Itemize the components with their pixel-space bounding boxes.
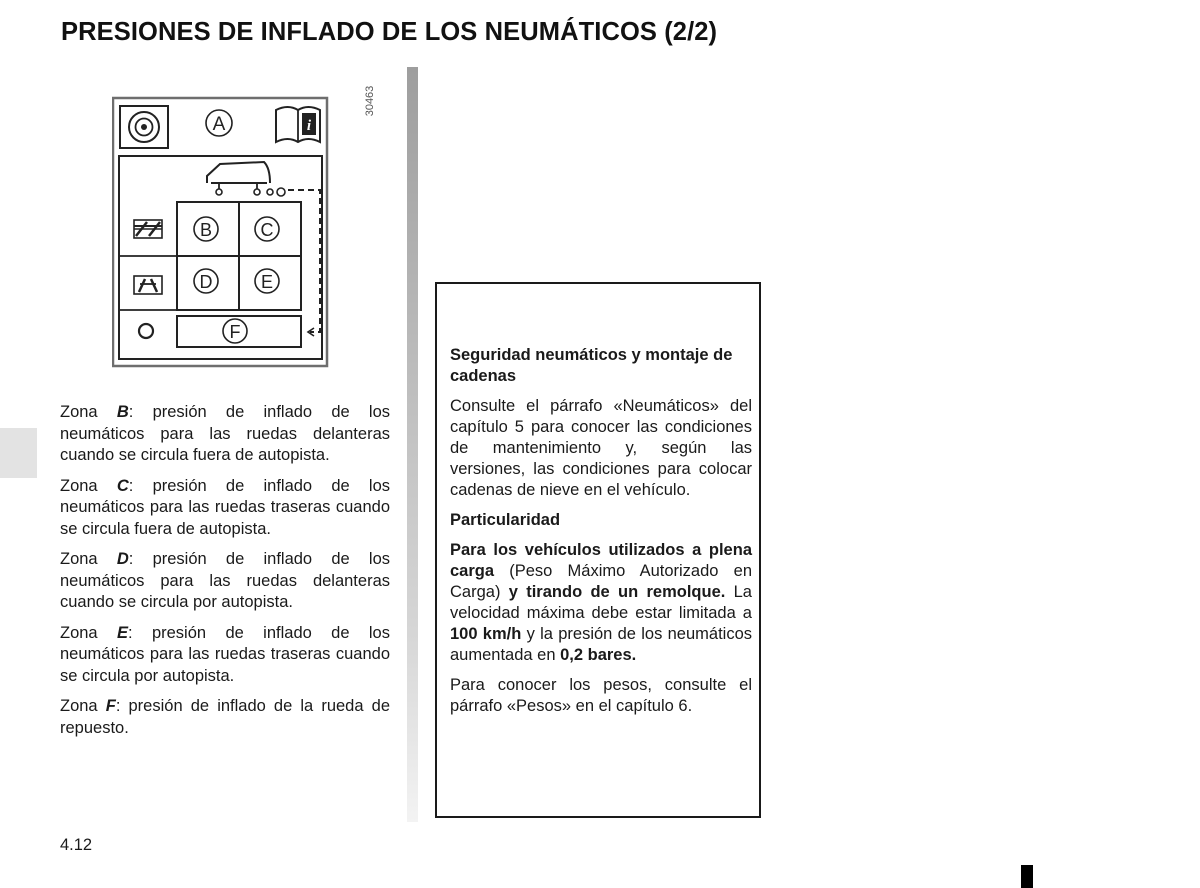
zone-e-description: Zona E: presión de inflado de los neumáticos para las ruedas traseras cuando se circula por autopista. [60,623,390,685]
zone-b-description: Zona B: presión de inflado de los neumáticos para las ruedas delanteras cuando se circula fuera de autopista. [60,403,390,464]
zone-f-label: F [229,322,241,342]
zone-b-label: B [199,220,213,240]
svg-text:i: i [306,118,312,134]
column-divider [407,67,418,822]
zone-a-label: A [212,114,226,135]
info-paragraph-full-load: Para los vehículos utilizados a plena carga (Peso Máximo Autorizado en Carga) y tirando de un remolque. La velocidad máxima debe estar limitada a 100 km/h y la presión de los neumáticos aumentada en 0,2 bares. [450,541,753,664]
info-paragraph-weights: Para conocer los pesos, consulte el párrafo «Pesos» en el capítulo 6. [450,676,752,715]
zone-descriptions [60,402,390,748]
page-title: PRESIONES DE INFLADO DE LOS NEUMÁTICOS (2/2) [61,18,718,46]
zone-c-description: Zona C: presión de inflado de los neumáticos para las ruedas traseras cuando se circula fuera de autopista. [60,476,390,538]
zone-f-description: Zona F: presión de inflado de la rueda de repuesto. [60,697,390,737]
figure-code: 30463 [364,85,376,117]
tyre-label-figure [112,96,332,370]
page-number: 4.12 [60,836,93,854]
info-heading: Seguridad neumáticos y montaje de cadenas [450,346,733,385]
info-subheading: Particularidad [450,511,561,529]
zone-d-label: D [199,272,213,292]
info-paragraph-tyres: Consulte el párrafo «Neumáticos» del capítulo 5 para conocer las condiciones de mantenimiento y, según las versiones, las condiciones para colocar cadenas de nieve en el vehículo. [450,397,752,499]
chapter-side-tab [0,428,37,478]
corner-mark [1021,865,1033,888]
zone-d-description: Zona D: presión de inflado de los neumáticos para las ruedas delanteras cuando se circula por autopista. [60,550,390,611]
zone-e-label: E [260,272,274,292]
safety-info-box [435,282,761,818]
zone-c-label: C [260,220,274,240]
